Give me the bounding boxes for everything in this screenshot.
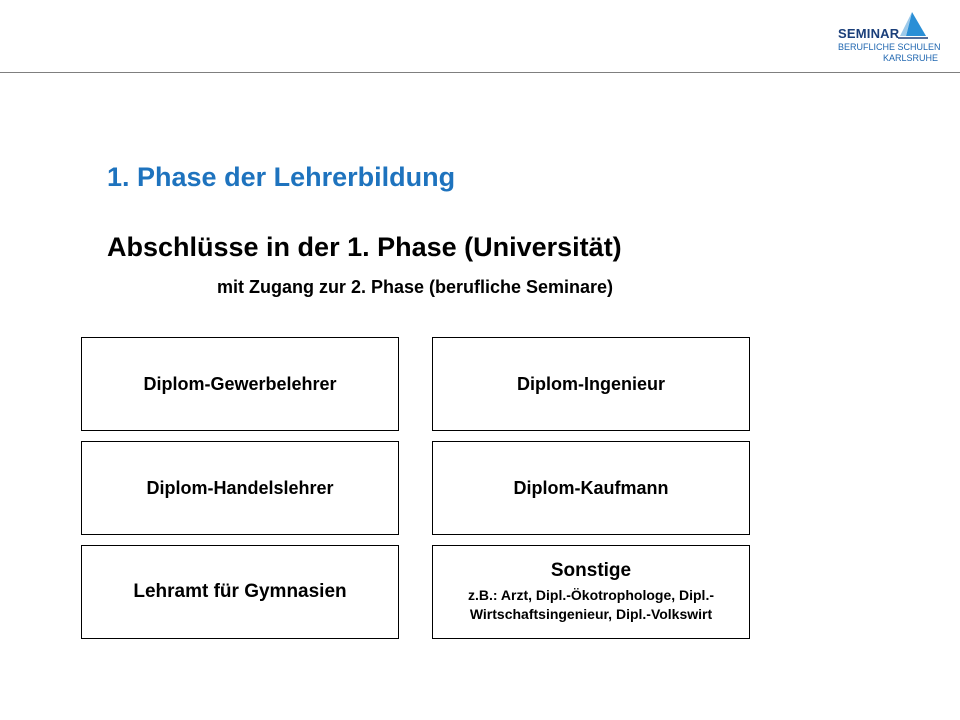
degree-detail — [468, 586, 714, 624]
seminar-logo — [838, 10, 941, 66]
degree-detail-line1: z.B.: Arzt, Dipl.-Ökotrophologe, Dipl.- — [467, 587, 714, 603]
degree-label: Lehramt für Gymnasien — [133, 581, 347, 602]
degree-box-ingenieur — [432, 337, 750, 431]
sail-logo-icon — [896, 10, 930, 40]
degree-detail-line2: Wirtschaftsingenieur, Dipl.-Volkswirt — [469, 606, 713, 622]
degree-label: Diplom-Gewerbelehrer — [143, 373, 337, 394]
phase-title: 1. Phase der Lehrerbildung — [107, 162, 456, 192]
logo-name: SEMINAR — [838, 26, 900, 41]
degree-label: Diplom-Ingenieur — [517, 373, 665, 394]
logo-subtitle: BERUFLICHE SCHULEN — [838, 42, 941, 52]
degree-label: Diplom-Handelslehrer — [146, 477, 334, 498]
main-heading: Abschlüsse in der 1. Phase (Universität) — [107, 232, 622, 262]
degree-box-handelslehrer — [81, 441, 399, 535]
degree-label: Diplom-Kaufmann — [513, 477, 669, 498]
degree-box-kaufmann — [432, 441, 750, 535]
sub-heading: mit Zugang zur 2. Phase (berufliche Seminare) — [216, 277, 614, 297]
degree-box-sonstige — [432, 545, 750, 639]
header-divider — [0, 72, 960, 73]
logo-city: KARLSRUHE — [882, 53, 938, 63]
degree-box-gewerbelehrer — [81, 337, 399, 431]
degree-label: Sonstige — [550, 560, 632, 581]
degree-box-gymnasien — [81, 545, 399, 639]
